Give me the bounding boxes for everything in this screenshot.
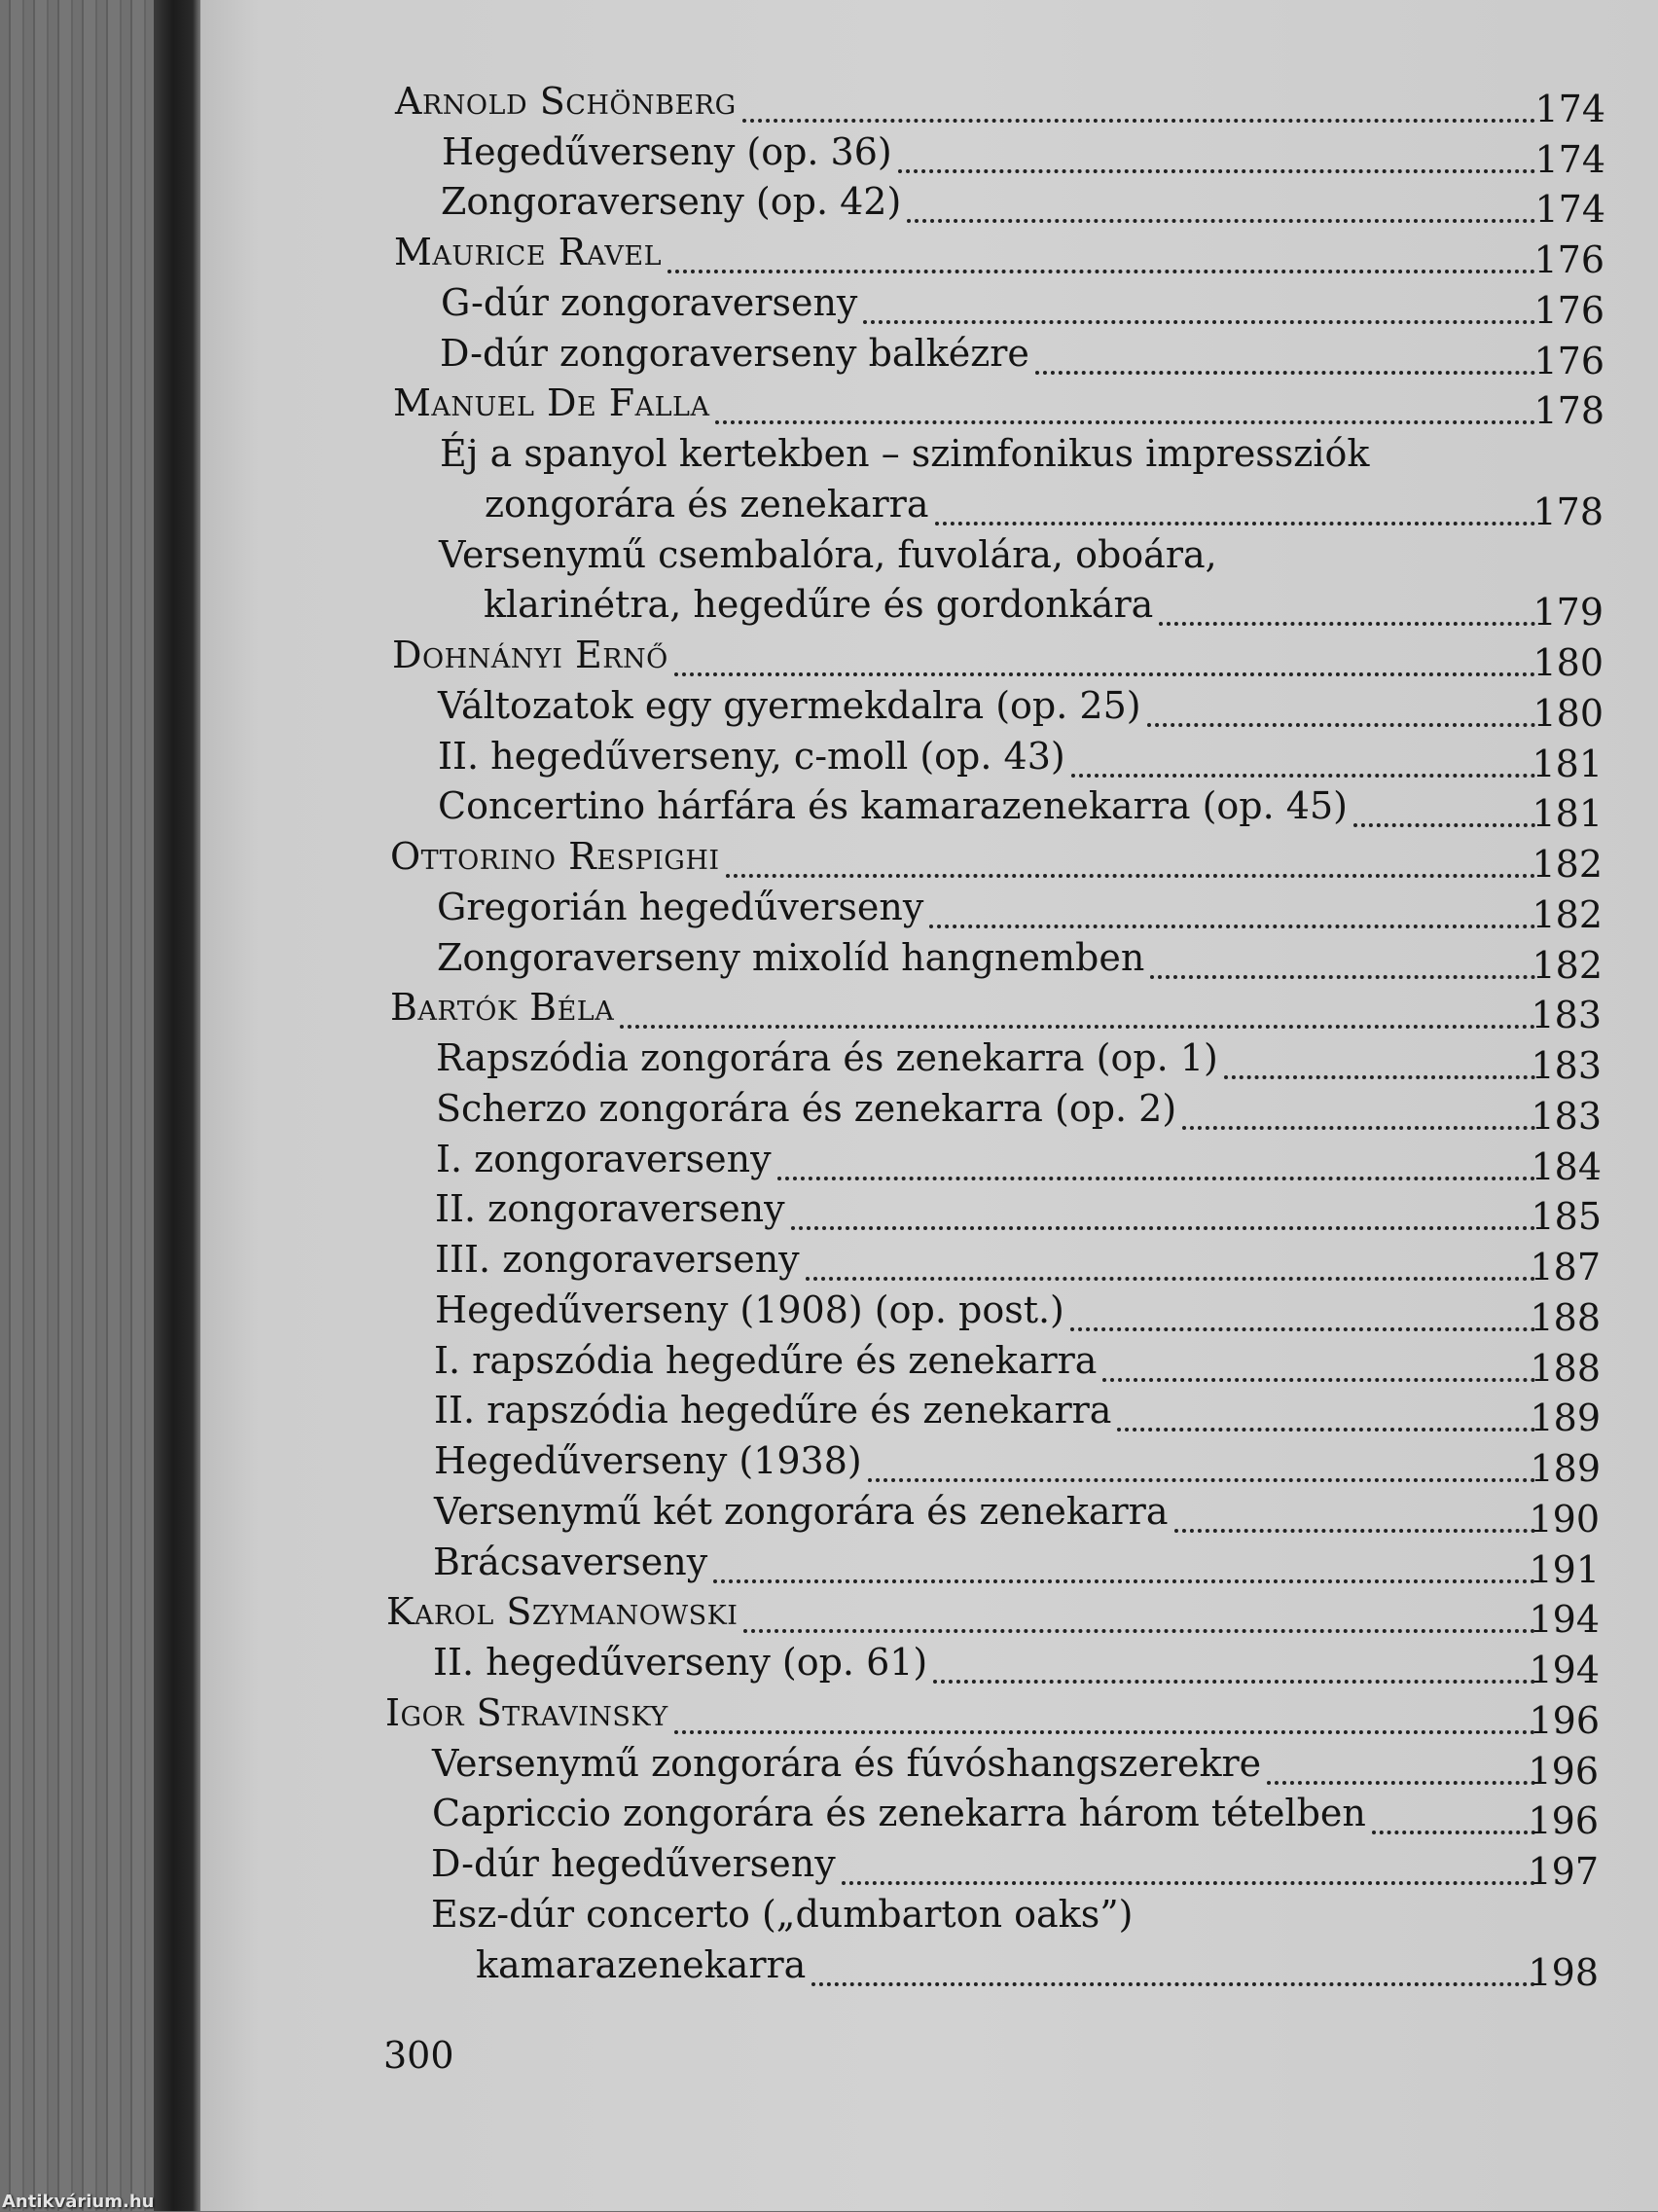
toc-entry-title: III. zongoraverseny bbox=[435, 1238, 800, 1281]
toc-entry-title: II. hegedűverseny (op. 61) bbox=[433, 1641, 928, 1684]
toc-entry-title: Zongoraverseny (op. 42) bbox=[441, 180, 902, 223]
toc-page-number: 187 bbox=[1530, 1246, 1601, 1288]
toc-work-entry bbox=[435, 1187, 1541, 1238]
toc-work-entry bbox=[438, 735, 1541, 785]
toc-entry-title: D-dúr hegedűverseny bbox=[431, 1842, 836, 1885]
dot-leader bbox=[933, 1680, 1535, 1684]
toc-page-number: 198 bbox=[1528, 1951, 1599, 1994]
toc-work-entry bbox=[431, 1842, 1541, 1893]
dot-leader bbox=[713, 1579, 1535, 1583]
toc-page-number: 189 bbox=[1530, 1396, 1601, 1439]
toc-page-number: 194 bbox=[1529, 1598, 1600, 1641]
dot-leader bbox=[1117, 1428, 1535, 1432]
toc-entry-title: Igor Stravinsky bbox=[385, 1691, 668, 1734]
toc-entry-title: II. rapszódia hegedűre és zenekarra bbox=[434, 1389, 1112, 1432]
dot-leader bbox=[929, 925, 1535, 928]
toc-entry-title: Arnold Schönberg bbox=[395, 80, 737, 123]
toc-page-number: 180 bbox=[1532, 641, 1604, 684]
toc-entry-title: Karol Szymanowski bbox=[386, 1590, 739, 1633]
dot-leader bbox=[842, 1881, 1535, 1885]
toc-composer-entry bbox=[394, 231, 1541, 281]
toc-entry-title: Éj a spanyol kertekben – szimfonikus impressziók bbox=[440, 432, 1370, 475]
toc-work-entry bbox=[435, 1288, 1541, 1339]
toc-page-number: 176 bbox=[1533, 289, 1604, 332]
toc-entry-title: I. rapszódia hegedűre és zenekarra bbox=[434, 1339, 1098, 1382]
toc-page-number: 183 bbox=[1531, 1095, 1602, 1138]
toc-entry-title: G-dúr zongoraverseny bbox=[441, 281, 858, 324]
toc-entry-title: D-dúr zongoraverseny balkézre bbox=[440, 332, 1029, 375]
toc-work-entry bbox=[442, 130, 1541, 181]
toc-page-number: 191 bbox=[1529, 1548, 1600, 1591]
toc-page-number: 197 bbox=[1528, 1850, 1599, 1893]
toc-composer-entry bbox=[390, 986, 1541, 1036]
watermark: Antikvárium.hu bbox=[2, 2192, 155, 2212]
toc-page-number: 184 bbox=[1531, 1145, 1602, 1188]
toc-work-entry bbox=[434, 1490, 1541, 1541]
toc-work-entry bbox=[434, 1439, 1541, 1490]
toc-composer-entry bbox=[390, 835, 1541, 886]
toc-composer-entry bbox=[395, 80, 1541, 130]
toc-entry-title: Zongoraverseny mixolíd hangnemben bbox=[437, 936, 1145, 979]
toc-page-number: 178 bbox=[1532, 490, 1604, 533]
dot-leader bbox=[935, 522, 1535, 526]
toc-work-entry bbox=[436, 1138, 1541, 1188]
toc-page-number: 176 bbox=[1533, 238, 1604, 281]
dot-leader bbox=[1267, 1781, 1535, 1785]
dot-leader bbox=[1071, 774, 1535, 778]
toc-page-number: 190 bbox=[1529, 1498, 1600, 1541]
toc-entry-title: Változatok egy gyermekdalra (op. 25) bbox=[438, 684, 1141, 727]
toc-work-entry bbox=[440, 432, 1541, 483]
toc-page-number: 174 bbox=[1534, 188, 1605, 231]
toc-entry-title: Versenymű csembalóra, fuvolára, oboára, bbox=[439, 533, 1217, 576]
dot-leader bbox=[1174, 1529, 1536, 1533]
toc-work-entry bbox=[436, 1087, 1541, 1138]
toc-entry-title: Ottorino Respighi bbox=[390, 835, 720, 878]
toc-page-number: 196 bbox=[1528, 1750, 1599, 1793]
toc-composer-entry bbox=[385, 1691, 1541, 1742]
toc-work-entry bbox=[432, 1742, 1541, 1793]
dot-leader bbox=[743, 1629, 1535, 1633]
toc-work-entry bbox=[434, 1339, 1541, 1390]
dot-leader bbox=[811, 1982, 1535, 1986]
dot-leader bbox=[674, 1730, 1535, 1734]
toc-work-entry bbox=[434, 1389, 1541, 1439]
toc-work-entry bbox=[435, 1238, 1541, 1288]
toc-work-entry bbox=[438, 784, 1541, 835]
toc-page-number: 183 bbox=[1531, 994, 1602, 1036]
toc-entry-title: Maurice Ravel bbox=[394, 231, 663, 273]
toc-page-number: 181 bbox=[1532, 792, 1603, 835]
dot-leader bbox=[715, 420, 1535, 424]
toc-page-number: 196 bbox=[1529, 1699, 1600, 1742]
toc-entry-title: Dohnányi Ernő bbox=[392, 634, 668, 676]
toc-entry-title: Rapszódia zongorára és zenekarra (op. 1) bbox=[436, 1036, 1218, 1079]
toc-entry-title: II. hegedűverseny, c-moll (op. 43) bbox=[438, 735, 1065, 778]
dot-leader bbox=[868, 1478, 1535, 1482]
dot-leader bbox=[1102, 1378, 1535, 1382]
toc-work-entry bbox=[476, 1943, 1541, 1994]
toc-entry-title: klarinétra, hegedűre és gordonkára bbox=[484, 583, 1154, 626]
dot-leader bbox=[674, 672, 1535, 676]
toc-page-number: 189 bbox=[1530, 1447, 1601, 1490]
toc-entry-title: II. zongoraverseny bbox=[435, 1187, 785, 1230]
toc-page-number: 188 bbox=[1530, 1347, 1601, 1390]
dot-leader bbox=[726, 874, 1535, 878]
toc-work-entry bbox=[432, 1792, 1541, 1842]
dot-leader bbox=[791, 1226, 1535, 1230]
dot-leader bbox=[1353, 823, 1535, 827]
toc-entry-title: kamarazenekarra bbox=[476, 1943, 807, 1986]
toc-page-number: 180 bbox=[1532, 692, 1604, 735]
dot-leader bbox=[1035, 371, 1535, 375]
toc-entry-title: I. zongoraverseny bbox=[436, 1138, 772, 1180]
toc-entry-title: Gregorián hegedűverseny bbox=[437, 886, 924, 928]
dot-leader bbox=[777, 1177, 1535, 1180]
toc-page-number: 185 bbox=[1531, 1195, 1602, 1238]
toc-work-entry bbox=[441, 180, 1541, 231]
toc-work-entry bbox=[431, 1893, 1541, 1943]
toc-page-number: 182 bbox=[1532, 843, 1603, 886]
toc-composer-entry bbox=[386, 1590, 1541, 1641]
toc-entry-title: Hegedűverseny (1908) (op. post.) bbox=[435, 1288, 1064, 1331]
dot-leader bbox=[1182, 1126, 1535, 1130]
toc-entry-title: Esz-dúr concerto („dumbarton oaks”) bbox=[431, 1893, 1134, 1936]
toc-page-number: 179 bbox=[1532, 591, 1604, 634]
toc-page-number: 194 bbox=[1529, 1649, 1600, 1691]
dot-leader bbox=[1159, 622, 1535, 626]
toc-entry-title: Hegedűverseny (1938) bbox=[434, 1439, 862, 1482]
toc-page-number: 178 bbox=[1533, 389, 1604, 432]
toc-page-number: 182 bbox=[1532, 893, 1603, 936]
toc-page-number: 174 bbox=[1534, 138, 1605, 181]
toc-page-number: 183 bbox=[1531, 1044, 1602, 1087]
toc-entry-title: zongorára és zenekarra bbox=[485, 483, 929, 526]
dot-leader bbox=[898, 169, 1535, 173]
toc-work-entry bbox=[433, 1641, 1541, 1691]
toc-work-entry bbox=[441, 281, 1541, 332]
dot-leader bbox=[1372, 1831, 1535, 1834]
dot-leader bbox=[1224, 1075, 1535, 1079]
toc-composer-entry bbox=[392, 634, 1541, 684]
toc-work-entry bbox=[438, 684, 1541, 735]
toc-entry-title: Brácsaverseny bbox=[433, 1541, 708, 1583]
toc-page-number: 176 bbox=[1533, 340, 1604, 382]
toc-work-entry bbox=[437, 936, 1541, 987]
dot-leader bbox=[863, 320, 1535, 324]
toc-work-entry bbox=[433, 1541, 1541, 1591]
toc-entry-title: Hegedűverseny (op. 36) bbox=[442, 130, 892, 173]
dot-leader bbox=[907, 219, 1535, 223]
toc-page-number: 188 bbox=[1530, 1296, 1601, 1339]
toc-entry-title: Versenymű két zongorára és zenekarra bbox=[434, 1490, 1169, 1533]
toc-composer-entry bbox=[393, 381, 1541, 432]
dot-leader bbox=[1070, 1327, 1535, 1331]
toc-page-number: 174 bbox=[1534, 88, 1605, 130]
toc-page-number: 181 bbox=[1532, 743, 1603, 785]
toc-entry-title: Concertino hárfára és kamarazenekarra (op. 45) bbox=[438, 784, 1348, 827]
toc-entry-title: Bartók Béla bbox=[390, 986, 615, 1029]
dot-leader bbox=[667, 270, 1535, 273]
dot-leader bbox=[742, 119, 1535, 123]
page-number: 300 bbox=[383, 2034, 454, 2077]
dot-leader bbox=[1150, 975, 1535, 979]
toc-entry-title: Scherzo zongorára és zenekarra (op. 2) bbox=[436, 1087, 1177, 1130]
toc-work-entry bbox=[440, 332, 1541, 382]
toc-page-number: 196 bbox=[1528, 1799, 1599, 1842]
dot-leader bbox=[806, 1277, 1535, 1281]
toc-entry-title: Capriccio zongorára és zenekarra három tételben bbox=[432, 1792, 1366, 1834]
toc-work-entry bbox=[484, 583, 1541, 634]
dot-leader bbox=[620, 1025, 1535, 1029]
dot-leader bbox=[1147, 723, 1535, 727]
toc-work-entry bbox=[485, 483, 1541, 533]
toc-entry-title: Versenymű zongorára és fúvóshangszerekre bbox=[432, 1742, 1262, 1785]
toc-work-entry bbox=[436, 1036, 1541, 1087]
toc-work-entry bbox=[437, 886, 1541, 936]
toc-page-number: 182 bbox=[1532, 944, 1603, 987]
toc-entry-title: Manuel De Falla bbox=[393, 381, 710, 424]
toc-work-entry bbox=[439, 533, 1541, 584]
